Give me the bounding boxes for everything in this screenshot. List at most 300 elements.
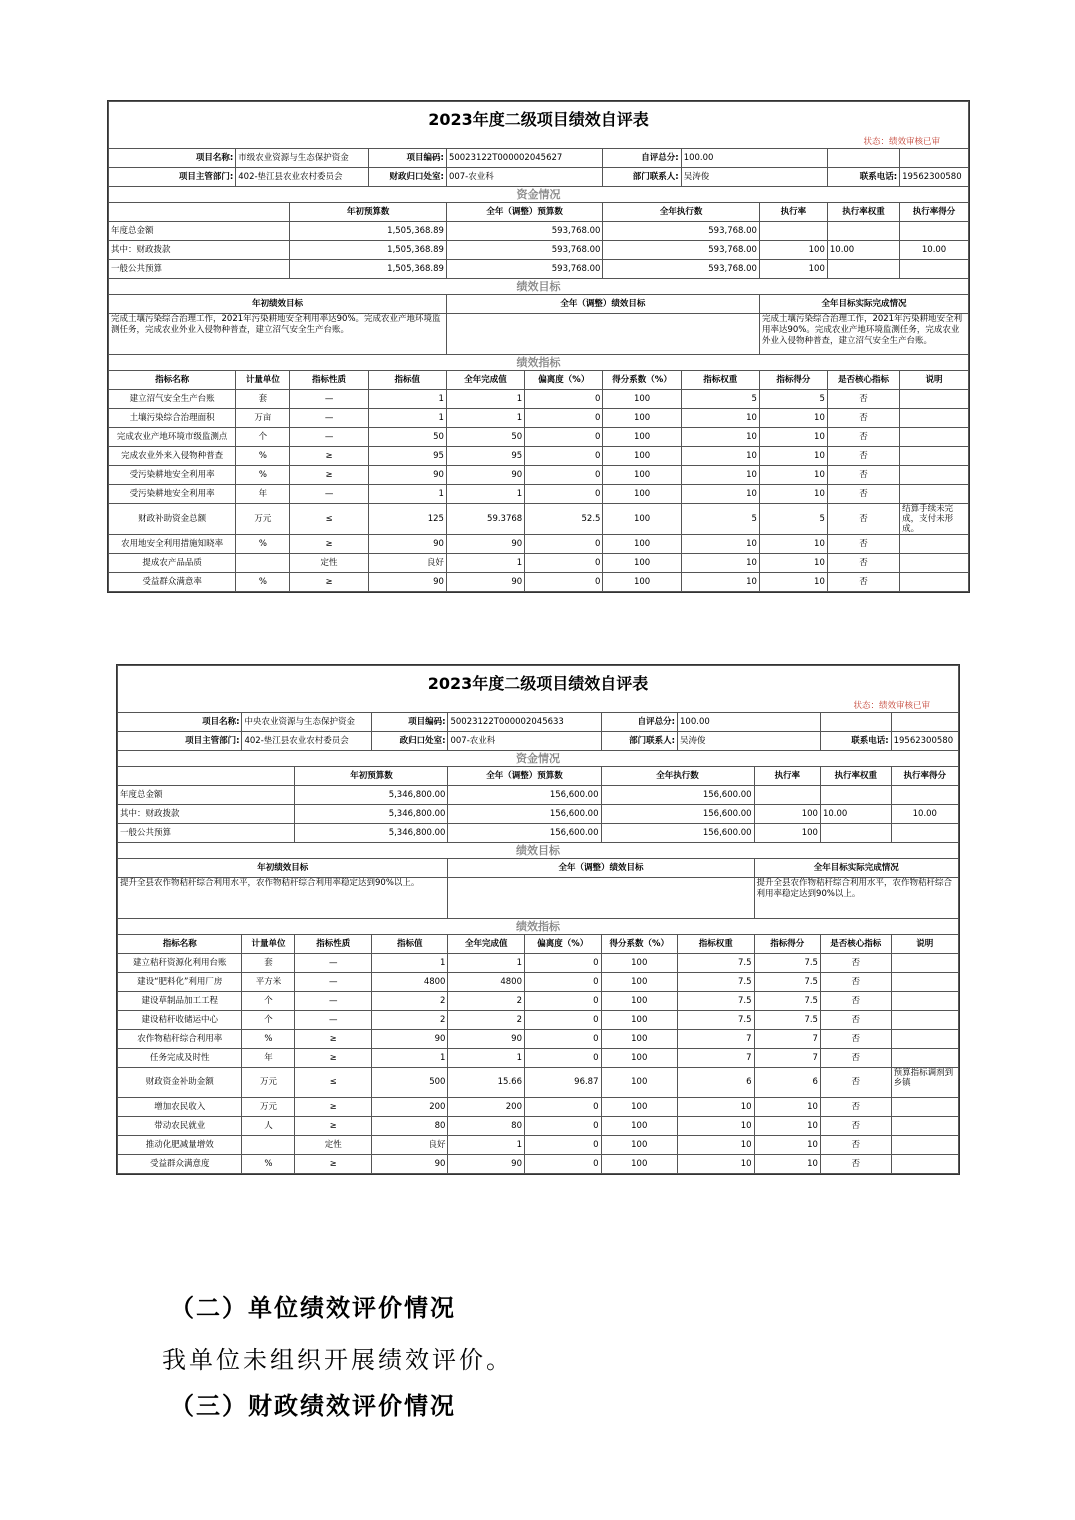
- indicator-row: [118, 992, 959, 1011]
- funds-executed: 593,768.00: [603, 260, 760, 279]
- funds-name: 其中：财政拨款: [118, 805, 295, 824]
- funds-executed: 156,600.00: [601, 824, 754, 843]
- funds-row: [118, 824, 959, 843]
- goals-header-row: [109, 295, 969, 314]
- indicator-weight: 10: [678, 1136, 755, 1155]
- indicator-core: 否: [827, 485, 899, 504]
- indicator-nature: 定性: [290, 554, 368, 573]
- indicator-unit: %: [242, 1155, 295, 1174]
- indicator-row: [118, 1136, 959, 1155]
- indicator-weight: 10: [681, 428, 759, 447]
- indicator-target: 80: [371, 1117, 448, 1136]
- indicator-deviation: 0: [524, 1117, 601, 1136]
- indicator-weight: 10: [678, 1098, 755, 1117]
- indicator-row: [109, 573, 969, 592]
- section2-text: 我单位未组织开展绩效评价。: [162, 1346, 513, 1374]
- indicator-name: 受益群众满意率: [109, 573, 236, 592]
- indicator-score: 7: [754, 1030, 820, 1049]
- indicator-row: [109, 554, 969, 573]
- dept: 402-垫江县农业农村委员会: [236, 168, 368, 187]
- indicator-nature: —: [290, 409, 368, 428]
- dept: 402-垫江县农业农村委员会: [242, 732, 371, 751]
- indicator-coef: 100: [601, 1098, 678, 1117]
- indicator-row: [109, 390, 969, 409]
- status-label: 状态：绩效审核已审: [118, 700, 959, 713]
- indicator-name: 建立秸秆资源化利用台账: [118, 954, 242, 973]
- indicator-header: 指标性质: [290, 371, 368, 390]
- indicator-name: 农作物秸秆综合利用率: [118, 1030, 242, 1049]
- indicator-weight: 10: [681, 554, 759, 573]
- indicator-nature: —: [290, 428, 368, 447]
- indicator-weight: 10: [681, 485, 759, 504]
- goals-header: 全年目标实际完成情况: [759, 295, 968, 314]
- indicator-row: [109, 535, 969, 554]
- indicator-name: 带动农民就业: [118, 1117, 242, 1136]
- indicator-actual: 1: [448, 1136, 525, 1155]
- indicator-score: 10: [759, 573, 827, 592]
- indicator-nature: —: [295, 992, 372, 1011]
- indicator-core: 否: [827, 428, 899, 447]
- indicator-weight: 10: [681, 409, 759, 428]
- indicator-core: 否: [820, 973, 891, 992]
- indicator-score: 7.5: [754, 1011, 820, 1030]
- indicator-deviation: 52.5: [525, 504, 603, 535]
- funds-initial: 5,346,800.00: [295, 786, 448, 805]
- goals-row: [109, 314, 969, 355]
- self-score: 100.00: [678, 713, 821, 732]
- indicator-coef: 100: [601, 1155, 678, 1174]
- indicator-row: [118, 1117, 959, 1136]
- indicator-score: 10: [754, 1117, 820, 1136]
- indicator-coef: 100: [601, 1136, 678, 1155]
- project-code-label: 项目编码:: [368, 149, 446, 168]
- indicator-header: 说明: [900, 371, 969, 390]
- indicator-header: 全年完成值: [446, 371, 524, 390]
- indicator-core: 否: [827, 390, 899, 409]
- indicator-name: 财政补助资金总额: [109, 504, 236, 535]
- indicator-row: [118, 1098, 959, 1117]
- funds-name: 其中：财政拨款: [109, 241, 290, 260]
- indicator-score: 7.5: [754, 954, 820, 973]
- indicator-core: 否: [820, 1030, 891, 1049]
- indicator-target: 1: [368, 390, 446, 409]
- info-row: [118, 713, 959, 732]
- indicator-deviation: 0: [525, 447, 603, 466]
- section-row: [109, 279, 969, 295]
- indicator-row: [118, 973, 959, 992]
- indicator-note: [900, 466, 969, 485]
- table-cell: [820, 713, 891, 732]
- indicator-coef: 100: [601, 1068, 678, 1098]
- indicator-coef: 100: [601, 1049, 678, 1068]
- indicator-score: 10: [759, 535, 827, 554]
- funds-row: [118, 805, 959, 824]
- funds-row: [109, 260, 969, 279]
- indicator-target: 良好: [368, 554, 446, 573]
- funds-rate: 100: [759, 260, 827, 279]
- indicator-core: 否: [827, 573, 899, 592]
- indicator-header: 是否核心指标: [827, 371, 899, 390]
- funds-header: 执行率权重: [820, 767, 891, 786]
- indicator-target: 4800: [371, 973, 448, 992]
- indicator-nature: ≥: [290, 447, 368, 466]
- indicator-target: 125: [368, 504, 446, 535]
- section-row: [118, 919, 959, 935]
- self-score-label: 自评总分:: [603, 149, 681, 168]
- indicator-score: 7.5: [754, 992, 820, 1011]
- indicator-coef: 100: [603, 504, 681, 535]
- indicator-header: 得分系数（%）: [603, 371, 681, 390]
- indicator-note: [900, 554, 969, 573]
- phone: 19562300580: [891, 732, 958, 751]
- indicator-target: 1: [368, 409, 446, 428]
- section2-heading: （二）单位绩效评价情况: [170, 1293, 456, 1322]
- funds-initial: 1,505,368.89: [290, 241, 447, 260]
- indicator-score: 10: [754, 1098, 820, 1117]
- indicator-row: [109, 409, 969, 428]
- indicator-deviation: 0: [524, 1030, 601, 1049]
- indicator-nature: 定性: [295, 1136, 372, 1155]
- indicator-header: 说明: [891, 935, 958, 954]
- indicator-row: [118, 954, 959, 973]
- table-cell: [827, 149, 899, 168]
- indicator-header: 偏离度（%）: [525, 371, 603, 390]
- indicator-target: 90: [368, 573, 446, 592]
- section-row: [118, 843, 959, 859]
- indicator-note: [891, 1049, 958, 1068]
- funds-header: 年初预算数: [295, 767, 448, 786]
- indicator-unit: [242, 1136, 295, 1155]
- indicator-note: [900, 535, 969, 554]
- finance-office: 007-农业科: [446, 168, 603, 187]
- indicator-nature: ≥: [290, 535, 368, 554]
- indicator-deviation: 0: [524, 1049, 601, 1068]
- indicator-coef: 100: [603, 573, 681, 592]
- funds-rate: 100: [759, 241, 827, 260]
- indicator-unit: 个: [242, 992, 295, 1011]
- indicator-weight: 7.5: [678, 1011, 755, 1030]
- indicator-score: 10: [754, 1136, 820, 1155]
- indicator-unit: %: [236, 447, 290, 466]
- indicator-row: [109, 485, 969, 504]
- funds-initial: 5,346,800.00: [295, 805, 448, 824]
- indicator-score: 7.5: [754, 973, 820, 992]
- funds-name: 一般公共预算: [118, 824, 295, 843]
- indicator-core: 否: [820, 1068, 891, 1098]
- indicator-actual: 1: [448, 1049, 525, 1068]
- indicator-note: [900, 428, 969, 447]
- funds-score: 10.00: [900, 241, 969, 260]
- section-row: [109, 187, 969, 203]
- indicator-row: [109, 466, 969, 485]
- indicators-section-title: 绩效指标: [109, 355, 969, 371]
- indicator-nature: ≥: [295, 1030, 372, 1049]
- indicator-actual: 59.3768: [446, 504, 524, 535]
- finance-office: 007-农业科: [448, 732, 601, 751]
- indicator-unit: [236, 554, 290, 573]
- funds-rate: 100: [754, 805, 820, 824]
- indicator-note: [891, 1030, 958, 1049]
- indicator-name: 完成农业产地环境市级监测点: [109, 428, 236, 447]
- indicator-core: 否: [827, 466, 899, 485]
- info-row: [118, 732, 959, 751]
- indicator-header: 指标得分: [754, 935, 820, 954]
- funds-name: 年度总金额: [109, 222, 290, 241]
- indicator-weight: 7: [678, 1030, 755, 1049]
- goal-actual: 提升全县农作物秸秆综合利用水平，农作物秸秆综合利用率稳定达到90%以上。: [754, 878, 958, 919]
- phone-label: 联系电话:: [827, 168, 899, 187]
- funds-executed: 156,600.00: [601, 805, 754, 824]
- indicator-header: 指标得分: [759, 371, 827, 390]
- indicator-score: 6: [754, 1068, 820, 1098]
- indicator-unit: %: [236, 535, 290, 554]
- indicator-score: 10: [759, 554, 827, 573]
- indicator-nature: ≥: [295, 1098, 372, 1117]
- indicator-unit: 万元: [236, 504, 290, 535]
- contact: 吴涛俊: [681, 168, 827, 187]
- indicator-actual: 90: [446, 535, 524, 554]
- indicator-header: 偏离度（%）: [524, 935, 601, 954]
- funds-header: 执行率得分: [900, 203, 969, 222]
- self-eval-table: [108, 101, 969, 592]
- indicator-name: 受污染耕地安全利用率: [109, 466, 236, 485]
- contact: 吴涛俊: [678, 732, 821, 751]
- indicator-score: 10: [759, 409, 827, 428]
- indicator-deviation: 0: [525, 390, 603, 409]
- funds-header: 执行率权重: [827, 203, 899, 222]
- goal-initial: 完成土壤污染综合治理工作，2021年污染耕地安全利用率达90%。完成农业产地环境监测任务，完成农业外业入侵物种普查，建立沼气安全生产台账。: [109, 314, 447, 355]
- indicator-core: 否: [820, 1011, 891, 1030]
- indicator-unit: 个: [236, 428, 290, 447]
- indicator-weight: 10: [678, 1117, 755, 1136]
- funds-weight: [820, 824, 891, 843]
- indicator-coef: 100: [603, 390, 681, 409]
- indicator-core: 否: [827, 535, 899, 554]
- indicator-unit: 套: [236, 390, 290, 409]
- indicator-core: 否: [820, 1136, 891, 1155]
- indicator-unit: %: [236, 466, 290, 485]
- funds-weight: 10.00: [820, 805, 891, 824]
- indicator-core: 否: [820, 1049, 891, 1068]
- indicator-deviation: 0: [525, 554, 603, 573]
- indicator-target: 1: [368, 485, 446, 504]
- indicator-nature: ≥: [295, 1117, 372, 1136]
- indicator-name: 任务完成及时性: [118, 1049, 242, 1068]
- indicator-target: 90: [368, 466, 446, 485]
- indicator-target: 2: [371, 992, 448, 1011]
- indicator-row: [118, 1068, 959, 1098]
- goals-section-title: 绩效目标: [118, 843, 959, 859]
- indicator-coef: 100: [603, 466, 681, 485]
- table-title: 2023年度二级项目绩效自评表: [118, 666, 959, 701]
- dept-label: 项目主管部门:: [109, 168, 236, 187]
- indicator-deviation: 0: [525, 466, 603, 485]
- project-name-label: 项目名称:: [118, 713, 242, 732]
- indicator-note: [891, 1155, 958, 1174]
- goal-initial: 提升全县农作物秸秆综合利用水平，农作物秸秆综合利用率稳定达到90%以上。: [118, 878, 448, 919]
- indicator-deviation: 0: [525, 485, 603, 504]
- self-score: 100.00: [681, 149, 827, 168]
- indicator-row: [118, 1030, 959, 1049]
- goals-header: 年初绩效目标: [118, 859, 448, 878]
- indicator-score: 10: [759, 447, 827, 466]
- indicator-core: 否: [820, 1117, 891, 1136]
- section-row: [118, 751, 959, 767]
- project-name-label: 项目名称:: [109, 149, 236, 168]
- indicator-core: 否: [827, 554, 899, 573]
- indicator-unit: %: [236, 573, 290, 592]
- funds-name: 年度总金额: [118, 786, 295, 805]
- project-name: 市级农业资源与生态保护资金: [236, 149, 368, 168]
- goal-adjusted: [446, 314, 759, 355]
- funds-header: 执行率: [754, 767, 820, 786]
- indicator-target: 1: [371, 954, 448, 973]
- performance-table-1: [107, 100, 970, 593]
- indicator-target: 500: [371, 1068, 448, 1098]
- indicator-actual: 1: [446, 485, 524, 504]
- funds-row: [109, 241, 969, 260]
- goals-header-row: [118, 859, 959, 878]
- indicator-target: 200: [371, 1098, 448, 1117]
- indicator-row: [118, 1049, 959, 1068]
- funds-score: [900, 260, 969, 279]
- indicator-coef: 100: [603, 409, 681, 428]
- table-cell: [118, 767, 295, 786]
- indicator-header: 得分系数（%）: [601, 935, 678, 954]
- funds-score: [900, 222, 969, 241]
- indicator-name: 土壤污染综合治理面积: [109, 409, 236, 428]
- indicator-target: 50: [368, 428, 446, 447]
- funds-executed: 593,768.00: [603, 222, 760, 241]
- indicator-note: [900, 573, 969, 592]
- indicator-note: [891, 1136, 958, 1155]
- funds-weight: [820, 786, 891, 805]
- indicator-deviation: 0: [524, 954, 601, 973]
- indicator-weight: 6: [678, 1068, 755, 1098]
- indicator-weight: 10: [681, 466, 759, 485]
- table-title-row: [109, 102, 969, 137]
- indicator-nature: ≤: [295, 1068, 372, 1098]
- phone: 19562300580: [900, 168, 969, 187]
- indicator-coef: 100: [601, 992, 678, 1011]
- indicator-actual: 4800: [448, 973, 525, 992]
- indicator-actual: 2: [448, 992, 525, 1011]
- indicator-nature: ≥: [295, 1155, 372, 1174]
- funds-adjusted: 156,600.00: [448, 805, 601, 824]
- indicator-header: 指标权重: [678, 935, 755, 954]
- self-score-label: 自评总分:: [601, 713, 678, 732]
- indicator-weight: 10: [681, 573, 759, 592]
- funds-weight: [827, 260, 899, 279]
- indicator-row: [118, 1155, 959, 1174]
- funds-rate: [759, 222, 827, 241]
- indicator-target: 90: [371, 1155, 448, 1174]
- indicator-header: 指标权重: [681, 371, 759, 390]
- indicator-deviation: 0: [525, 573, 603, 592]
- indicator-header-row: [109, 371, 969, 390]
- indicator-actual: 80: [448, 1117, 525, 1136]
- indicator-actual: 50: [446, 428, 524, 447]
- indicator-score: 10: [759, 428, 827, 447]
- indicator-header: 指标名称: [118, 935, 242, 954]
- indicator-name: 建立沼气安全生产台账: [109, 390, 236, 409]
- funds-score: [891, 824, 958, 843]
- indicator-nature: ≥: [295, 1049, 372, 1068]
- indicator-target: 95: [368, 447, 446, 466]
- indicator-deviation: 0: [525, 409, 603, 428]
- indicator-note: [900, 409, 969, 428]
- indicator-nature: ≥: [290, 573, 368, 592]
- indicator-name: 完成农业外来入侵物种普查: [109, 447, 236, 466]
- indicator-deviation: 96.87: [524, 1068, 601, 1098]
- finance-office-label: 财政归口处室:: [368, 168, 446, 187]
- indicator-actual: 90: [446, 466, 524, 485]
- indicator-note: [891, 973, 958, 992]
- funds-initial: 1,505,368.89: [290, 222, 447, 241]
- funds-initial: 1,505,368.89: [290, 260, 447, 279]
- contact-label: 部门联系人:: [603, 168, 681, 187]
- indicator-note: [891, 1117, 958, 1136]
- funds-section-title: 资金情况: [109, 187, 969, 203]
- indicator-nature: —: [290, 485, 368, 504]
- status-row: [118, 700, 959, 713]
- indicator-actual: 90: [448, 1155, 525, 1174]
- indicator-deviation: 0: [524, 1136, 601, 1155]
- indicator-score: 7: [754, 1049, 820, 1068]
- indicator-score: 10: [759, 466, 827, 485]
- indicator-row: [109, 428, 969, 447]
- indicator-target: 良好: [371, 1136, 448, 1155]
- indicator-nature: —: [295, 1011, 372, 1030]
- table-cell: [900, 149, 969, 168]
- info-row: [109, 149, 969, 168]
- indicator-score: 5: [759, 504, 827, 535]
- indicator-actual: 1: [446, 390, 524, 409]
- indicator-row: [118, 1011, 959, 1030]
- funds-score: 10.00: [891, 805, 958, 824]
- table-title-row: [118, 666, 959, 701]
- indicator-target: 90: [371, 1030, 448, 1049]
- indicator-header: 指标名称: [109, 371, 236, 390]
- indicator-coef: 100: [603, 535, 681, 554]
- indicator-actual: 1: [448, 954, 525, 973]
- indicator-weight: 10: [681, 535, 759, 554]
- indicator-header: 是否核心指标: [820, 935, 891, 954]
- goals-header: 年初绩效目标: [109, 295, 447, 314]
- funds-weight: 10.00: [827, 241, 899, 260]
- indicator-note: [900, 485, 969, 504]
- indicator-unit: 年: [242, 1049, 295, 1068]
- indicator-unit: 人: [242, 1117, 295, 1136]
- funds-initial: 5,346,800.00: [295, 824, 448, 843]
- indicator-header: 指标值: [371, 935, 448, 954]
- indicator-actual: 200: [448, 1098, 525, 1117]
- indicator-name: 推动化肥减量增效: [118, 1136, 242, 1155]
- indicator-score: 10: [754, 1155, 820, 1174]
- indicator-header: 计量单位: [242, 935, 295, 954]
- indicator-actual: 15.66: [448, 1068, 525, 1098]
- indicator-unit: 万元: [242, 1068, 295, 1098]
- indicator-nature: ≥: [290, 466, 368, 485]
- funds-rate: [754, 786, 820, 805]
- indicators-section-title: 绩效指标: [118, 919, 959, 935]
- goals-header: 全年目标实际完成情况: [754, 859, 958, 878]
- status-row: [109, 136, 969, 149]
- funds-adjusted: 593,768.00: [446, 222, 603, 241]
- performance-table-2: [116, 664, 960, 1175]
- indicator-deviation: 0: [524, 973, 601, 992]
- indicator-unit: 万亩: [236, 409, 290, 428]
